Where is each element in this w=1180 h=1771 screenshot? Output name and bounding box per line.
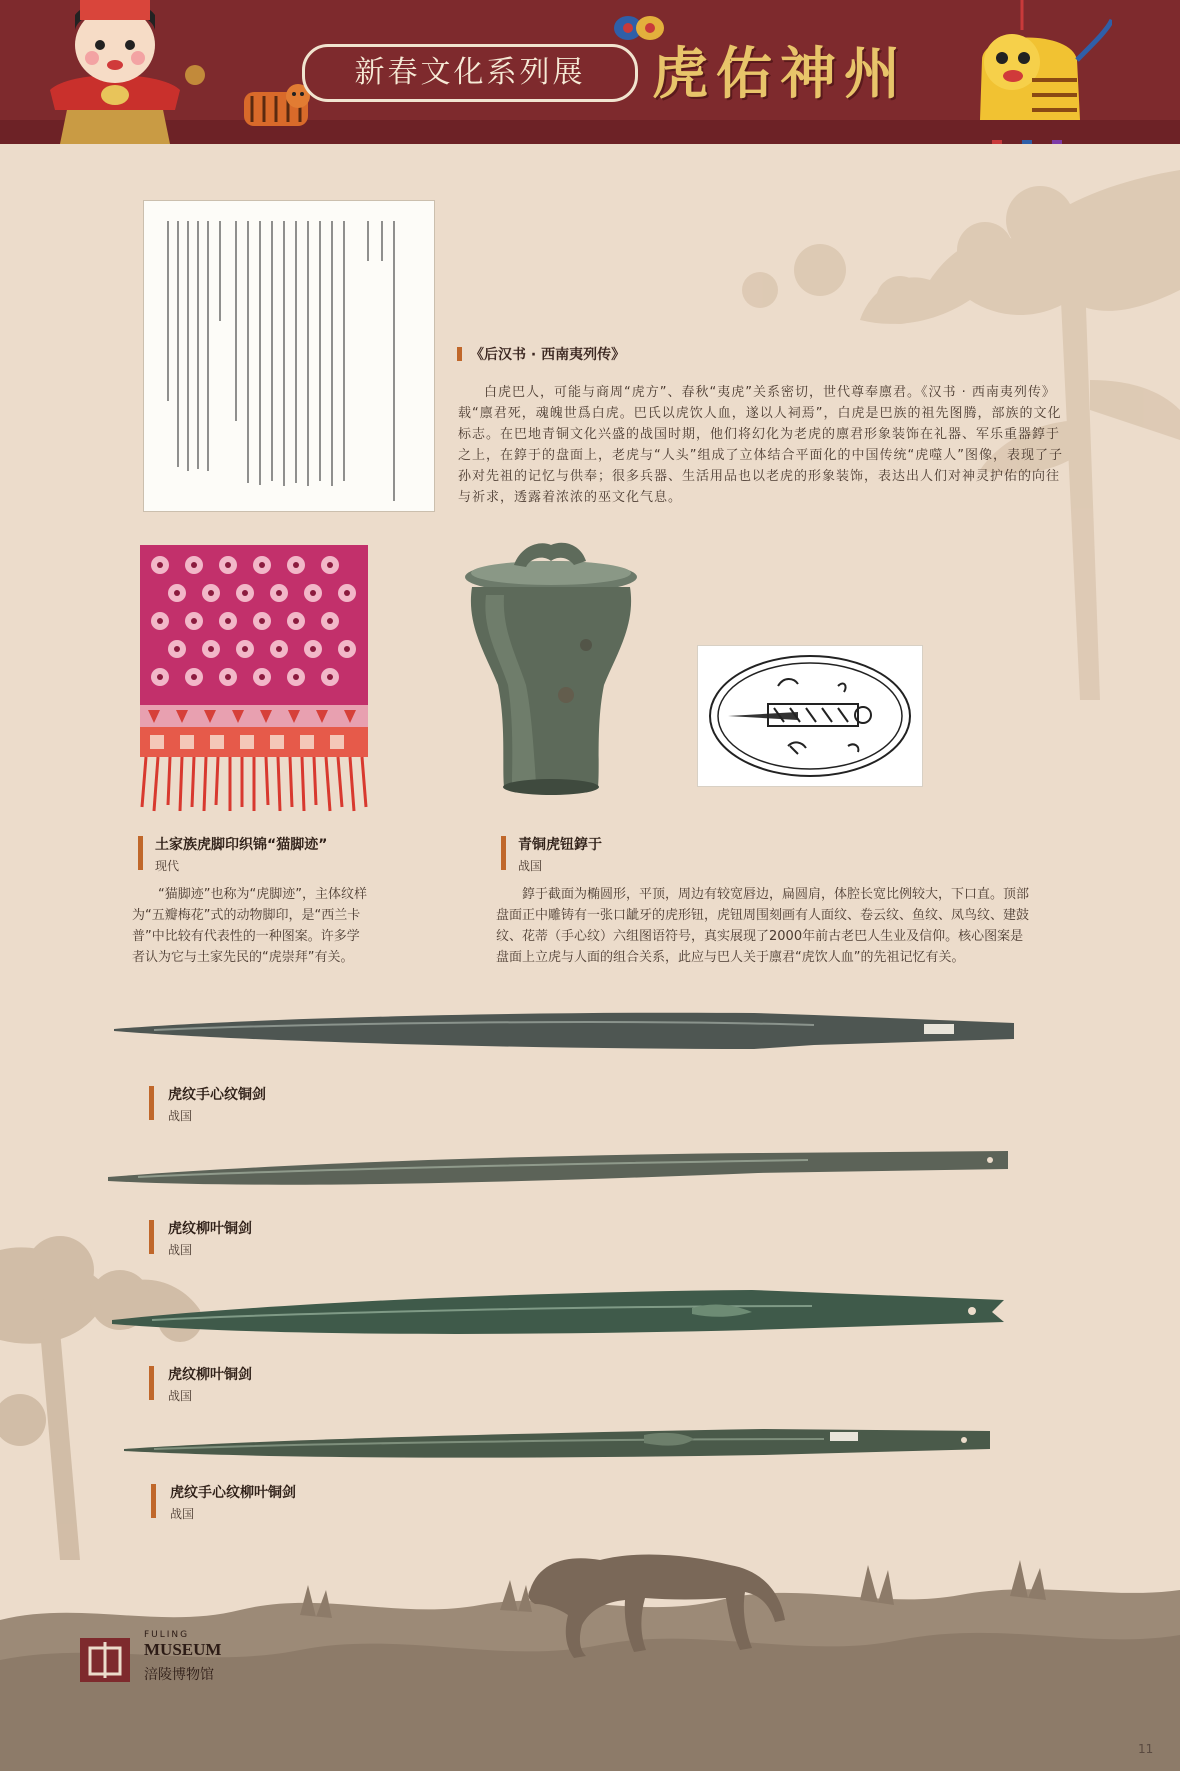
chunyu-title: 青铜虎钮錞于 [518, 837, 602, 853]
sword-1-accent-bar [149, 1086, 154, 1120]
sword-1-image [114, 1005, 1014, 1061]
logo-text-chinese: 涪陵博物馆 [144, 1667, 214, 1683]
vertical-text-page-illustration [144, 201, 434, 511]
sword-3-title: 虎纹柳叶铜剑 [168, 1367, 252, 1383]
brocade-accent-bar [138, 836, 143, 870]
fuling-museum-logo [80, 1628, 240, 1688]
chunyu-top-rubbing-image [697, 645, 923, 787]
bronze-chunyu-image [446, 535, 656, 797]
sword-2-period: 战国 [168, 1243, 193, 1257]
sword-1-period: 战国 [168, 1109, 193, 1123]
chunyu-period: 战国 [518, 859, 543, 873]
brocade-description: “猫脚迹”也称为“虎脚迹”，主体纹样为“五瓣梅花”式的动物脚印，是“西兰卡普”中比较有代表性的一种图案。许多学者认为它与土家先民的“虎崇拜”有关。 [132, 887, 367, 965]
logo-text-main: MUSEUM [144, 1640, 222, 1659]
sword-4-image [124, 1415, 990, 1475]
intro-accent-bar [457, 347, 462, 361]
intro-paragraph: 白虎巴人，可能与商周“虎方”、春秋“夷虎”关系密切，世代尊奉廪君。《汉书 · 西南夷列传》载“廪君死，魂魄世爲白虎。巴氏以虎饮人血，遂以人祠焉”，白虎是巴族的祖先图腾，部族的文化标志。在巴地青铜文化兴盛的战国时期，他们将幻化为老虎的廪君形象装饰在礼器、军乐重器錞于之上，在錞于的盘面上，老虎与“人头”组成了立体结合平面化的中国传统“虎噬人”图像，表现了子孙对先祖的记忆与供奉；很多兵器、生活用品也以老虎的形象装饰，表达出人们对神灵护佑的向往与祈求，透露着浓浓的巫文化气息。 [458, 385, 1063, 505]
sword-2-title: 虎纹柳叶铜剑 [168, 1221, 252, 1237]
sword-3-period: 战国 [168, 1389, 193, 1403]
sword-2-image [108, 1143, 1008, 1203]
logo-text-top: FULING [144, 1630, 190, 1640]
exhibition-title: 虎佑神州 [652, 41, 908, 107]
intro-heading: 《后汉书 · 西南夷列传》 [470, 347, 626, 363]
sword-3-accent-bar [149, 1366, 154, 1400]
header-banner [0, 0, 1180, 144]
sword-1-title: 虎纹手心纹铜剑 [168, 1087, 266, 1103]
page-number: 11 [1138, 1742, 1154, 1756]
sword-4-period: 战国 [170, 1507, 195, 1521]
brocade-period: 现代 [155, 859, 180, 873]
book-page-image [143, 200, 435, 512]
exhibition-subtitle: 新春文化系列展 [302, 44, 638, 102]
sword-4-accent-bar [151, 1484, 156, 1518]
tujia-brocade-image [140, 545, 368, 813]
sword-2-accent-bar [149, 1220, 154, 1254]
brocade-title: 土家族虎脚印织锦“猫脚迹” [155, 837, 328, 853]
chunyu-accent-bar [501, 836, 506, 870]
folk-doll-icon [30, 0, 230, 144]
sword-3-image [112, 1278, 1004, 1348]
tiger-toy-icon [962, 0, 1112, 144]
sword-4-title: 虎纹手心纹柳叶铜剑 [170, 1485, 296, 1501]
chunyu-description: 錞于截面为椭圆形，平顶，周边有较宽唇边，扁圆肩，体腔长宽比例较大，下口直。顶部盘面正中雕铸有一张口龇牙的虎形钮，虎钮周围刻画有人面纹、卷云纹、鱼纹、凤鸟纹、建鼓纹、花蒂（手心纹）六组图语符号，真实展现了2000年前古老巴人生业及信仰。核心图案是盘面上立虎与人面的组合关系，此应与巴人关于廪君“虎饮人血”的先祖记忆有关。 [496, 887, 1030, 965]
